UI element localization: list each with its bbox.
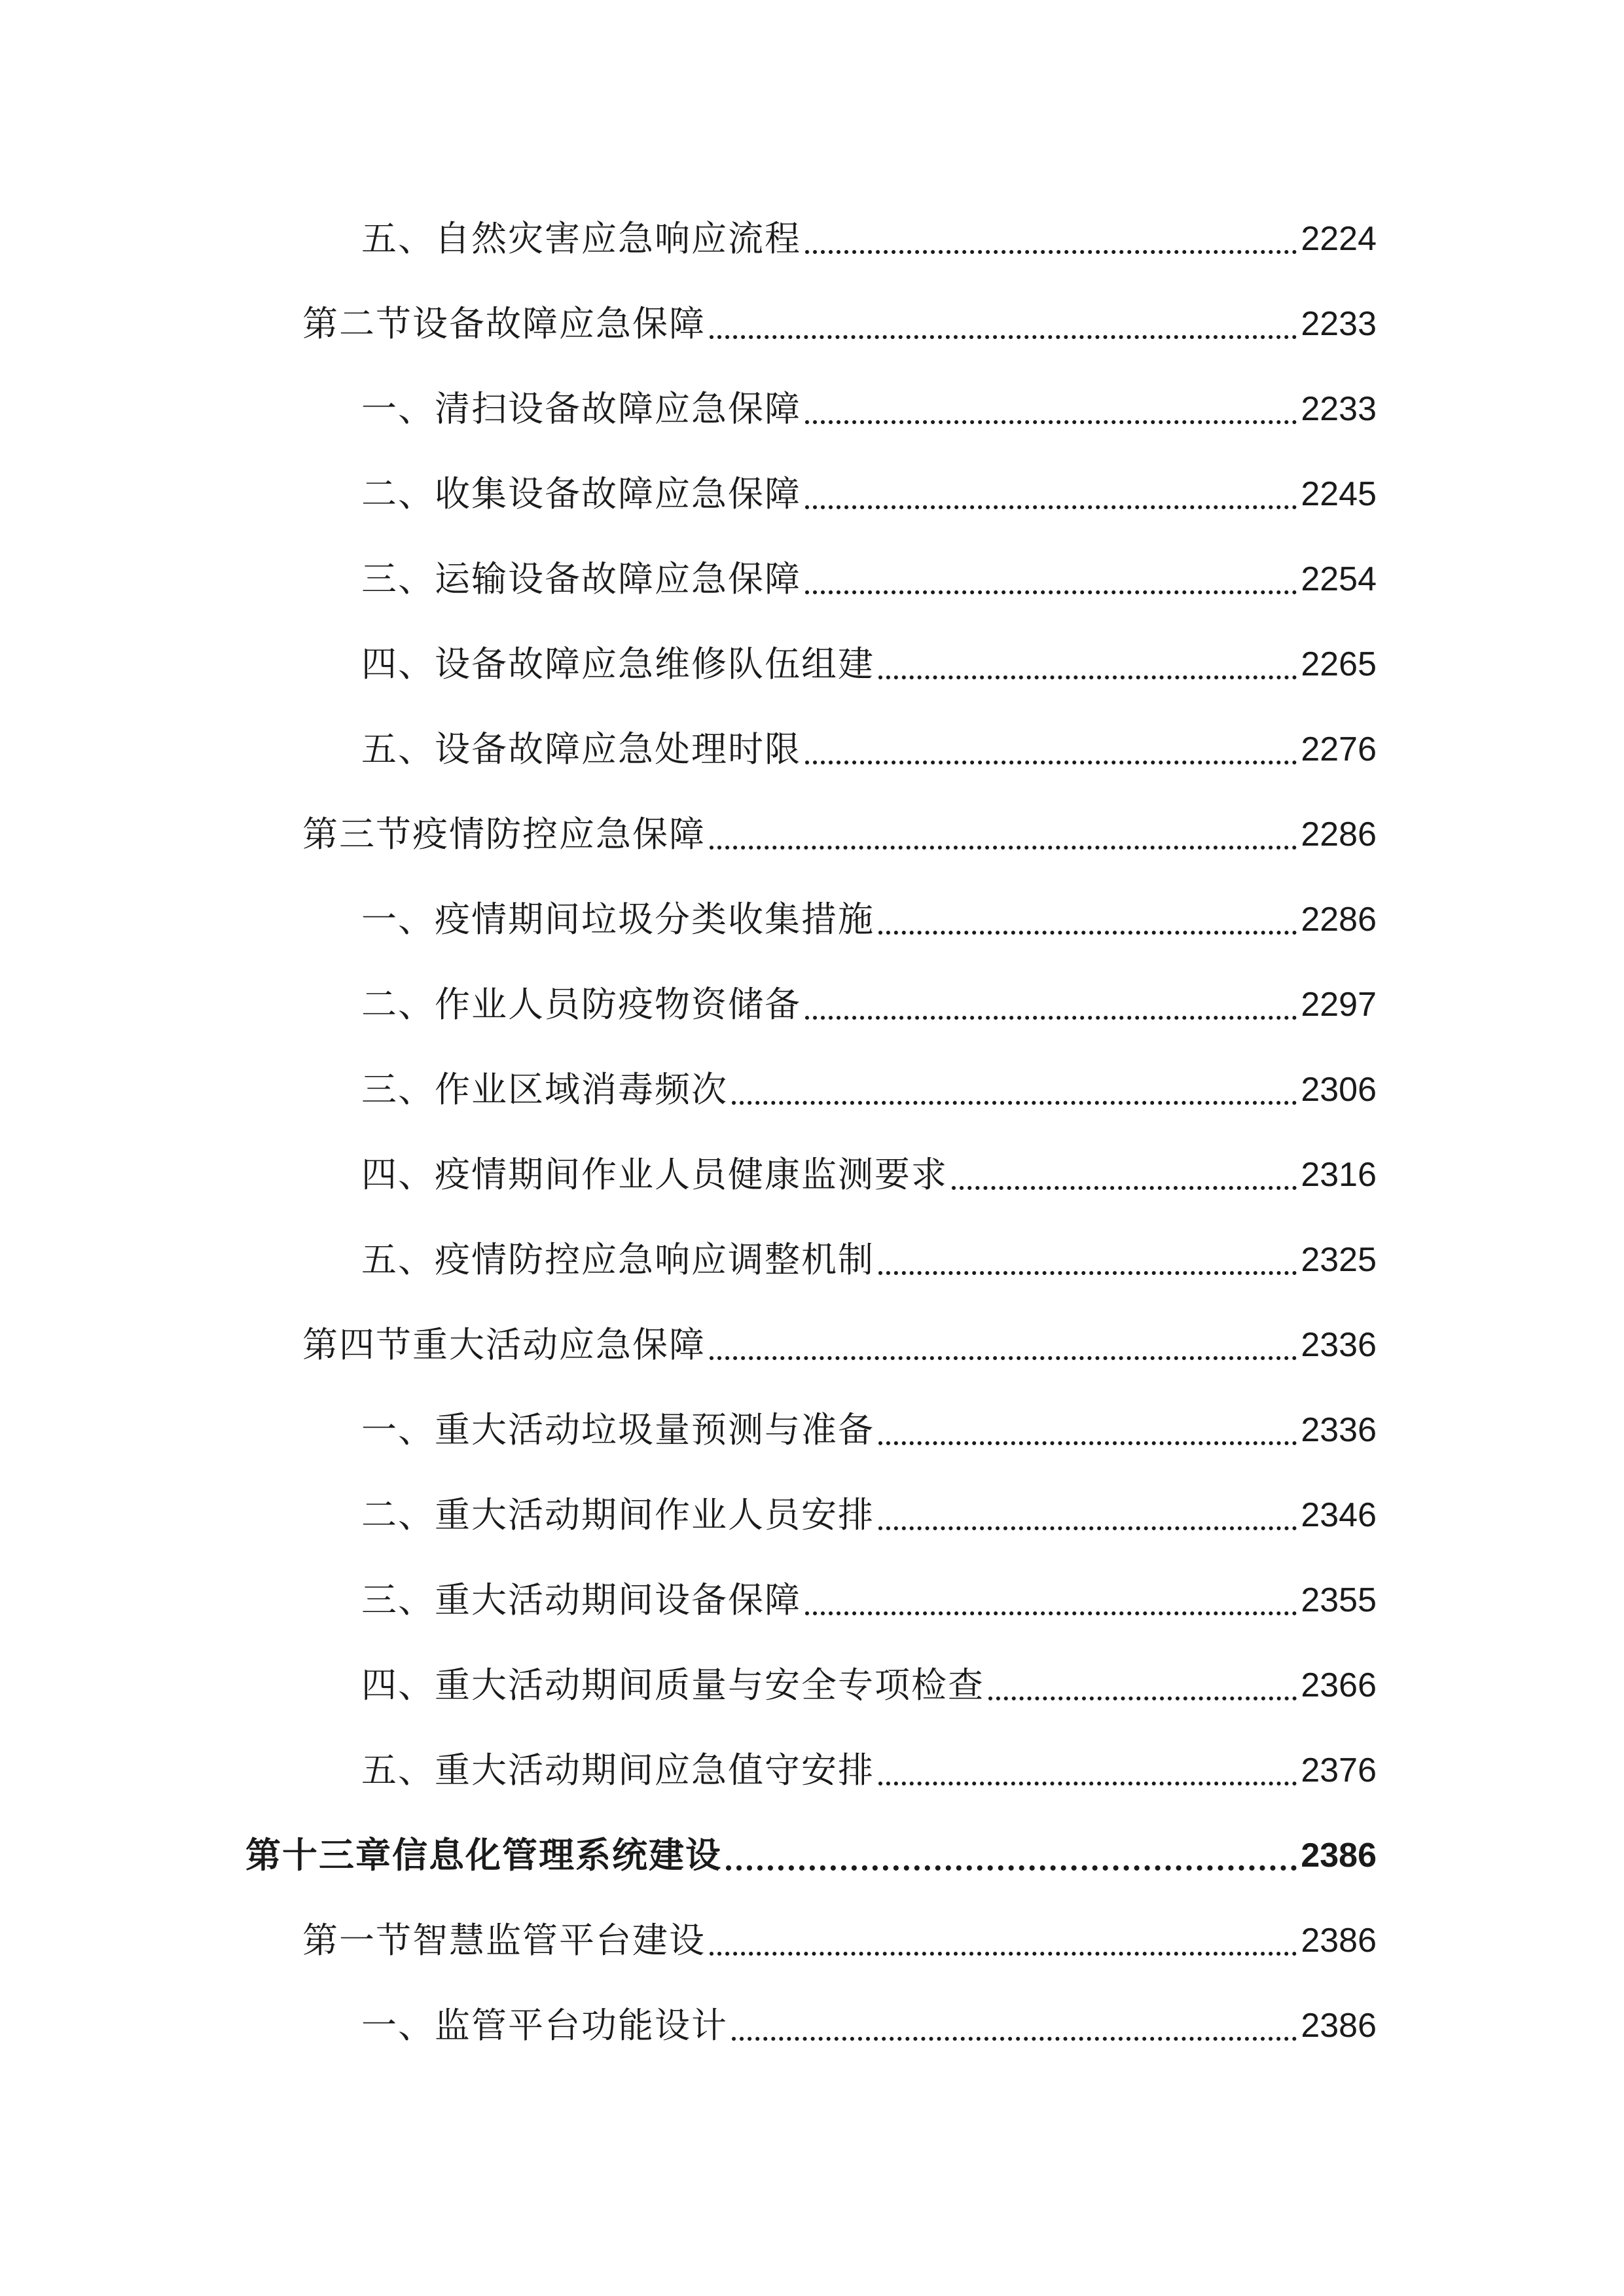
toc-dot-leader (805, 1611, 1297, 1615)
toc-page-number: 2233 (1301, 305, 1377, 343)
toc-entry[interactable] (302, 1316, 1377, 1374)
toc-entry[interactable] (361, 209, 1377, 268)
toc-dot-leader (805, 761, 1297, 764)
toc-entry[interactable] (302, 295, 1377, 353)
toc-entry-title: 五、疫情防控应急响应调整机制 (361, 1239, 875, 1280)
toc-page-number: 2276 (1301, 730, 1377, 768)
toc-entry[interactable] (361, 550, 1377, 609)
toc-dot-leader (805, 505, 1297, 509)
toc-page-number: 2346 (1301, 1496, 1377, 1534)
toc-dot-leader (710, 846, 1297, 850)
toc-entry-title: 四、重大活动期间质量与安全专项检查 (361, 1664, 984, 1706)
toc-entry-title: 四、设备故障应急维修队伍组建 (361, 643, 875, 685)
toc-page-number: 2366 (1301, 1666, 1377, 1704)
toc-page-number: 2233 (1301, 390, 1377, 428)
toc-entry[interactable] (361, 1145, 1377, 1204)
toc-dot-leader (878, 675, 1297, 679)
toc-entry-title: 第十三章信息化管理系统建设 (245, 1835, 722, 1876)
toc-entry[interactable] (361, 1996, 1377, 2055)
toc-page-number: 2386 (1301, 1837, 1377, 1874)
toc-page-number: 2336 (1301, 1326, 1377, 1364)
toc-entry[interactable] (302, 1911, 1377, 1970)
toc-entry-title: 五、重大活动期间应急值守安排 (361, 1749, 875, 1791)
toc-dot-leader (732, 2037, 1297, 2041)
toc-entry[interactable] (361, 720, 1377, 779)
toc-entry-title: 一、监管平台功能设计 (361, 2005, 728, 2046)
toc-entry-title: 二、收集设备故障应急保障 (361, 473, 801, 514)
toc-entry-title: 一、清扫设备故障应急保障 (361, 388, 801, 429)
toc-entry-title: 三、作业区域消毒频次 (361, 1069, 728, 1110)
toc-dot-leader (878, 1782, 1297, 1785)
toc-dot-leader (805, 590, 1297, 594)
toc-page-number: 2336 (1301, 1411, 1377, 1449)
toc-entry-title: 二、重大活动期间作业人员安排 (361, 1494, 875, 1535)
toc-dot-leader (710, 1356, 1297, 1360)
toc-dot-leader (805, 250, 1297, 254)
toc-entry[interactable] (361, 975, 1377, 1034)
toc-entry-title: 五、自然灾害应急响应流程 (361, 218, 801, 259)
toc-dot-leader (878, 931, 1297, 935)
toc-dot-leader (710, 335, 1297, 339)
toc-page-number: 2254 (1301, 560, 1377, 598)
toc-dot-leader (732, 1101, 1297, 1105)
toc-entry-title: 第一节智慧监管平台建设 (302, 1920, 706, 1961)
toc-dot-leader (805, 1016, 1297, 1020)
toc-page-number: 2306 (1301, 1071, 1377, 1109)
toc-entry[interactable] (361, 1060, 1377, 1119)
toc-dot-leader (726, 1865, 1297, 1871)
toc-page-number: 2224 (1301, 220, 1377, 258)
toc-entry-title: 三、运输设备故障应急保障 (361, 558, 801, 600)
toc-entry[interactable] (361, 1486, 1377, 1545)
toc-dot-leader (805, 420, 1297, 424)
toc-chapter-entry[interactable] (245, 1826, 1377, 1885)
toc-page-number: 2355 (1301, 1581, 1377, 1619)
toc-entry-title: 二、作业人员防疫物资储备 (361, 984, 801, 1025)
toc-entry[interactable] (361, 465, 1377, 524)
toc-page-number: 2286 (1301, 816, 1377, 853)
toc-dot-leader (952, 1186, 1297, 1190)
toc-entry[interactable] (361, 1230, 1377, 1289)
toc-page-number: 2316 (1301, 1156, 1377, 1194)
toc-dot-leader (878, 1271, 1297, 1275)
toc-page-number: 2265 (1301, 645, 1377, 683)
toc-entry[interactable] (361, 890, 1377, 949)
toc-dot-leader (710, 1952, 1297, 1956)
toc-page-number: 2386 (1301, 1922, 1377, 1960)
toc-entry[interactable] (361, 1401, 1377, 1460)
toc-entry-title: 五、设备故障应急处理时限 (361, 728, 801, 770)
toc-page-number: 2325 (1301, 1241, 1377, 1279)
toc-entry-title: 一、疫情期间垃圾分类收集措施 (361, 899, 875, 940)
toc-entry-title: 三、重大活动期间设备保障 (361, 1579, 801, 1621)
toc-dot-leader (878, 1441, 1297, 1445)
toc-entry-title: 第四节重大活动应急保障 (302, 1324, 706, 1365)
toc-dot-leader (988, 1696, 1297, 1700)
toc-entry-title: 第二节设备故障应急保障 (302, 303, 706, 344)
toc-entry[interactable] (361, 635, 1377, 694)
toc-page-number: 2245 (1301, 475, 1377, 513)
toc-entry[interactable] (361, 380, 1377, 439)
toc-entry[interactable] (361, 1741, 1377, 1800)
toc-page-number: 2286 (1301, 901, 1377, 939)
toc-entry-title: 四、疫情期间作业人员健康监测要求 (361, 1154, 948, 1195)
toc-entry-title: 一、重大活动垃圾量预测与准备 (361, 1409, 875, 1450)
toc-entry[interactable] (302, 805, 1377, 864)
toc-page-number: 2386 (1301, 2007, 1377, 2045)
toc-entry-title: 第三节疫情防控应急保障 (302, 814, 706, 855)
toc-page-number: 2376 (1301, 1751, 1377, 1789)
toc-entry[interactable] (361, 1571, 1377, 1630)
toc-page-number: 2297 (1301, 986, 1377, 1024)
toc-dot-leader (878, 1526, 1297, 1530)
toc-entry[interactable] (361, 1656, 1377, 1715)
